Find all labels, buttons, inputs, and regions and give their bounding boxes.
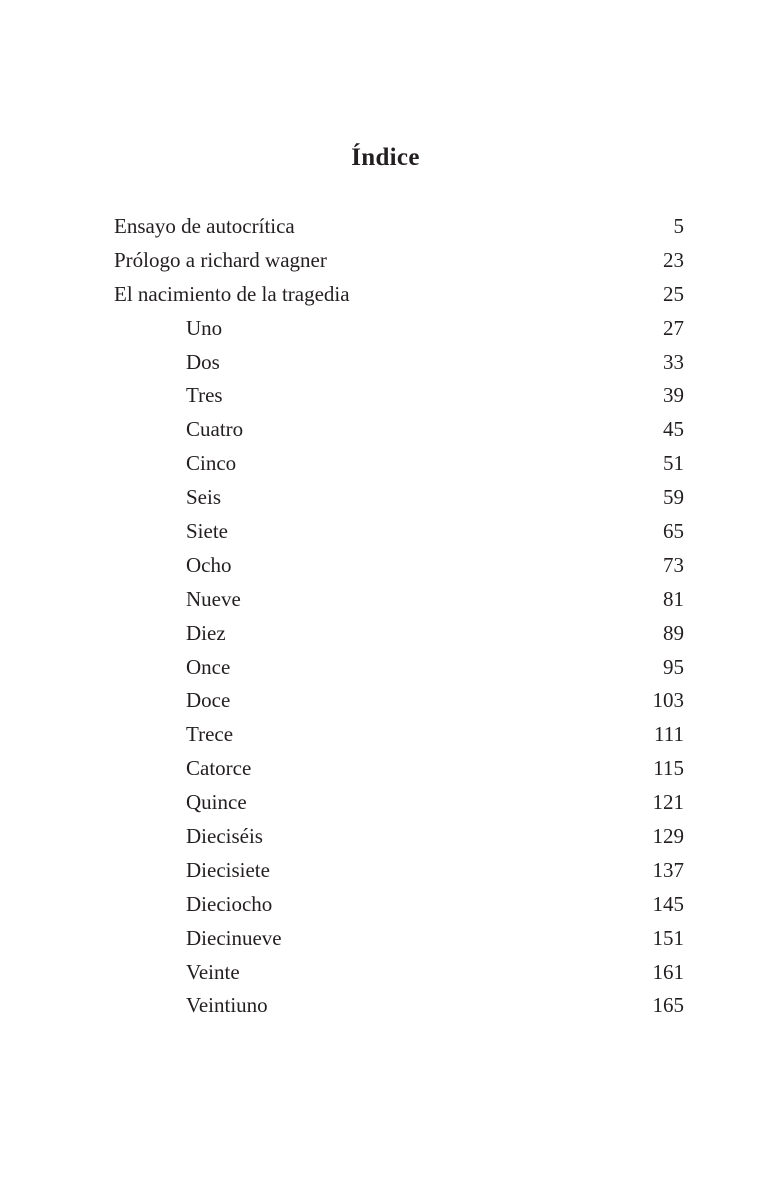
toc-entry-page: 73 bbox=[663, 552, 684, 577]
toc-entry-label: Diez bbox=[186, 620, 226, 645]
toc-subentry bbox=[114, 922, 684, 956]
toc-subentry bbox=[114, 549, 684, 583]
toc-entry-label: Diecinueve bbox=[186, 925, 282, 950]
toc-entry-label: Uno bbox=[186, 315, 223, 340]
toc-entry-page: 39 bbox=[663, 383, 684, 408]
toc-entry-label: Cinco bbox=[186, 451, 237, 476]
toc-entry-page: 65 bbox=[663, 519, 684, 544]
toc-entry-page: 23 bbox=[663, 247, 684, 272]
toc-entry bbox=[114, 244, 684, 278]
toc-entry-label: Quince bbox=[186, 790, 247, 815]
toc-entry-page: 25 bbox=[663, 281, 684, 306]
toc-entry-page: 89 bbox=[663, 620, 684, 645]
toc-entry-page: 111 bbox=[654, 722, 684, 747]
table-of-contents bbox=[114, 210, 684, 1023]
toc-entry bbox=[114, 210, 684, 244]
toc-entry-page: 137 bbox=[652, 857, 684, 882]
toc-subentry bbox=[114, 515, 684, 549]
toc-subentry bbox=[114, 888, 684, 922]
toc-entry-label: Catorce bbox=[186, 756, 252, 781]
toc-entry-label: Prólogo a richard wagner bbox=[114, 247, 327, 272]
toc-entry-label: Seis bbox=[186, 485, 222, 510]
toc-subentry bbox=[114, 481, 684, 515]
toc-entry-label: Ocho bbox=[186, 552, 232, 577]
toc-entry-label: Veinte bbox=[186, 959, 240, 984]
toc-entry-page: 121 bbox=[652, 790, 684, 815]
toc-subentry bbox=[114, 752, 684, 786]
toc-entry-label: Cuatro bbox=[186, 417, 244, 442]
toc-subentry bbox=[114, 718, 684, 752]
toc-subentry bbox=[114, 379, 684, 413]
toc-subentry bbox=[114, 651, 684, 685]
toc-subentry bbox=[114, 820, 684, 854]
page-title: Índice bbox=[351, 144, 420, 171]
toc-entry bbox=[114, 278, 684, 312]
toc-entry-label: Veintiuno bbox=[186, 993, 268, 1018]
toc-entry-label: Siete bbox=[186, 519, 228, 544]
toc-subentry bbox=[114, 312, 684, 346]
toc-subentry bbox=[114, 684, 684, 718]
toc-entry-page: 145 bbox=[652, 891, 684, 916]
toc-entry-label: Nueve bbox=[186, 586, 241, 611]
toc-entry-page: 115 bbox=[653, 756, 684, 781]
toc-subentry bbox=[114, 956, 684, 990]
toc-subentry bbox=[114, 617, 684, 651]
toc-entry-page: 27 bbox=[663, 315, 684, 340]
toc-entry-page: 59 bbox=[663, 485, 684, 510]
toc-subentry bbox=[114, 583, 684, 617]
toc-subentry bbox=[114, 854, 684, 888]
toc-subentry bbox=[114, 346, 684, 380]
toc-entry-page: 103 bbox=[652, 688, 684, 713]
toc-entry-page: 129 bbox=[652, 824, 684, 849]
toc-entry-page: 95 bbox=[663, 654, 684, 679]
toc-entry-label: Diecisiete bbox=[186, 857, 270, 882]
toc-entry-page: 161 bbox=[652, 959, 684, 984]
toc-entry-label: Tres bbox=[186, 383, 223, 408]
toc-entry-page: 81 bbox=[663, 586, 684, 611]
toc-subentry bbox=[114, 413, 684, 447]
toc-entry-label: Dos bbox=[186, 349, 220, 374]
toc-subentry bbox=[114, 447, 684, 481]
toc-subentry bbox=[114, 786, 684, 820]
toc-entry-label: Dieciséis bbox=[186, 824, 263, 849]
toc-entry-label: Dieciocho bbox=[186, 891, 273, 916]
toc-entry-label: Ensayo de autocrítica bbox=[114, 214, 295, 238]
toc-entry-page: 51 bbox=[663, 451, 684, 476]
toc-entry-label: El nacimiento de la tragedia bbox=[114, 281, 350, 306]
toc-entry-label: Once bbox=[186, 654, 231, 679]
toc-subentry bbox=[114, 989, 684, 1023]
toc-entry-label: Doce bbox=[186, 688, 231, 713]
toc-entry-label: Trece bbox=[186, 722, 234, 747]
toc-entry-page: 151 bbox=[652, 925, 684, 950]
toc-entry-page: 33 bbox=[663, 349, 684, 374]
toc-entry-page: 45 bbox=[663, 417, 684, 442]
toc-entry-page: 5 bbox=[673, 214, 684, 238]
toc-entry-page: 165 bbox=[652, 993, 684, 1018]
